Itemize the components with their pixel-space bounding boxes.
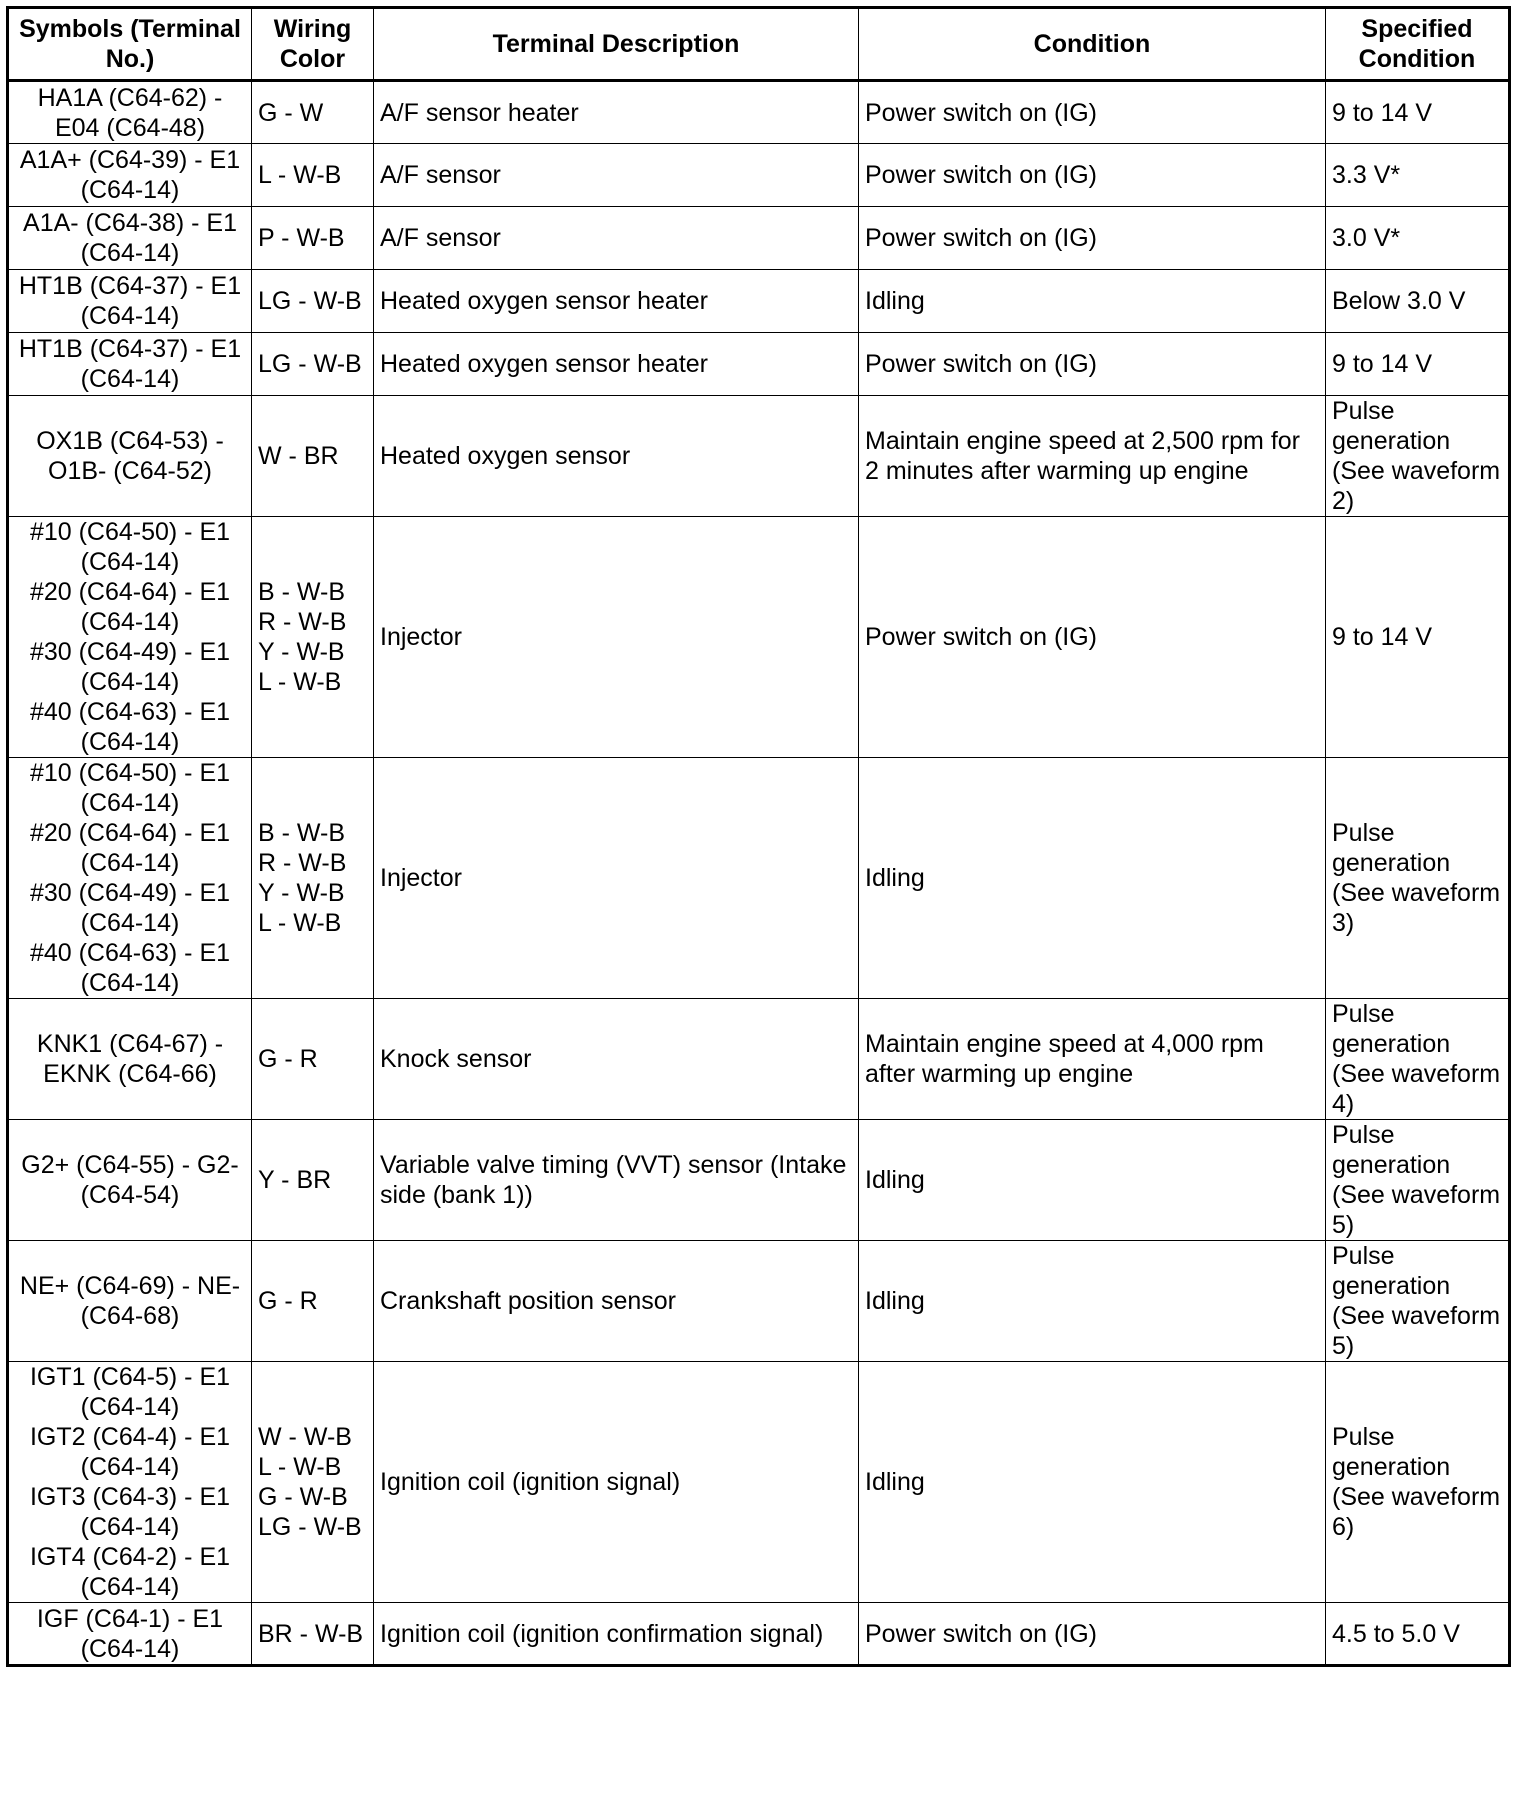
symbols-cell-line: #30 (C64-49) - E1 [29, 638, 231, 666]
condition-cell: Power switch on (IG) [859, 333, 1326, 396]
wiring-color-cell-line: R - W-B [258, 849, 347, 877]
wiring-color-cell [252, 270, 374, 333]
specified-condition-cell-line: 5) [1332, 1332, 1355, 1360]
table-row [8, 1362, 1510, 1603]
specified-condition-cell-line: (See waveform [1332, 1181, 1501, 1209]
table-row [8, 758, 1510, 999]
symbols-cell-line: (C64-14) [80, 969, 180, 997]
wiring-color-cell-line: L - W-B [258, 668, 342, 696]
specified-condition-cell [1326, 333, 1510, 396]
specified-condition-cell-line: (See waveform [1332, 457, 1501, 485]
symbols-cell-line: HT1B (C64-37) - E1 [18, 272, 242, 300]
table-row [8, 207, 1510, 270]
specified-condition-cell [1326, 999, 1510, 1120]
symbols-cell-line: (C64-14) [80, 239, 180, 267]
symbols-cell [8, 396, 252, 517]
specified-condition-cell-line: generation [1332, 849, 1451, 877]
wiring-color-cell-line: LG - W-B [258, 287, 362, 315]
specified-condition-cell [1326, 81, 1510, 144]
wiring-color-cell [252, 207, 374, 270]
wiring-color-cell-line: P - W-B [258, 224, 345, 252]
symbols-cell [8, 1603, 252, 1666]
condition-cell: Power switch on (IG) [859, 1603, 1326, 1666]
header-condition: Condition [859, 8, 1326, 81]
wiring-color-cell-line: R - W-B [258, 608, 347, 636]
symbols-cell [8, 1241, 252, 1362]
table-row [8, 270, 1510, 333]
symbols-cell-line: (C64-14) [80, 1513, 180, 1541]
condition-cell: Idling [859, 758, 1326, 999]
wiring-color-cell [252, 81, 374, 144]
wiring-color-cell-line: B - W-B [258, 819, 346, 847]
specified-condition-cell [1326, 207, 1510, 270]
terminal-description-cell: Injector [374, 758, 859, 999]
wiring-color-cell-line: G - W [258, 98, 324, 127]
table-row [8, 1120, 1510, 1241]
specified-condition-cell-line: 4) [1332, 1090, 1355, 1118]
symbols-cell-line: IGT1 (C64-5) - E1 [29, 1363, 231, 1391]
symbols-cell-line: (C64-14) [80, 1453, 180, 1481]
symbols-cell-line: #20 (C64-64) - E1 [29, 578, 231, 606]
condition-cell: Idling [859, 1362, 1326, 1603]
specified-condition-cell-line: Pulse [1332, 1242, 1395, 1270]
specified-condition-cell-line: generation [1332, 427, 1451, 455]
symbols-cell-line: E04 (C64-48) [54, 113, 206, 142]
specified-condition-cell-line: 9 to 14 V [1332, 350, 1433, 378]
table-row [8, 396, 1510, 517]
table-body [8, 81, 1510, 1666]
terminal-description-cell: A/F sensor [374, 207, 859, 270]
specified-condition-cell-line: generation [1332, 1030, 1451, 1058]
specified-condition-cell [1326, 758, 1510, 999]
wiring-color-cell-line: G - R [258, 1045, 318, 1073]
wiring-color-cell-line: L - W-B [258, 1453, 342, 1481]
wiring-color-cell-line: G - W-B [258, 1483, 348, 1511]
terminal-description-cell: Heated oxygen sensor [374, 396, 859, 517]
wiring-color-cell-line: LG - W-B [258, 1513, 362, 1541]
symbols-cell-line: #40 (C64-63) - E1 [29, 939, 231, 967]
symbols-cell-line: (C64-14) [80, 1634, 180, 1663]
specified-condition-cell [1326, 144, 1510, 207]
terminal-description-cell: Heated oxygen sensor heater [374, 333, 859, 396]
header-symbols: Symbols (Terminal No.) [8, 8, 252, 81]
table-row [8, 517, 1510, 758]
specified-condition-cell-line: (See waveform [1332, 1302, 1501, 1330]
specified-condition-cell [1326, 517, 1510, 758]
symbols-cell-line: KNK1 (C64-67) - [36, 1030, 224, 1058]
specified-condition-cell-line: Pulse [1332, 819, 1395, 847]
symbols-cell-line: IGF (C64-1) - E1 [36, 1604, 224, 1633]
symbols-cell-line: (C64-14) [80, 365, 180, 393]
wiring-color-cell-line: BR - W-B [258, 1619, 364, 1648]
symbols-cell-line: G2+ (C64-55) - G2- [21, 1151, 239, 1179]
specified-condition-cell-line: 3.3 V* [1332, 161, 1401, 189]
specified-condition-cell [1326, 270, 1510, 333]
wiring-color-cell-line: LG - W-B [258, 350, 362, 378]
symbols-cell [8, 81, 252, 144]
symbols-cell-line: (C64-14) [80, 909, 180, 937]
symbols-cell-line: OX1B (C64-53) - [36, 427, 224, 455]
terminal-description-cell: Knock sensor [374, 999, 859, 1120]
symbols-cell-line: O1B- (C64-52) [48, 457, 212, 485]
symbols-cell-line: (C64-14) [80, 849, 180, 877]
specified-condition-cell [1326, 1603, 1510, 1666]
symbols-cell-line: A1A- (C64-38) - E1 [23, 209, 237, 237]
symbols-cell-line: (C64-14) [80, 548, 180, 576]
table-row [8, 333, 1510, 396]
header-terminal-description: Terminal Description [374, 8, 859, 81]
symbols-cell-line: HT1B (C64-37) - E1 [18, 335, 242, 363]
wiring-color-cell-line: L - W-B [258, 909, 342, 937]
symbols-cell-line: (C64-14) [80, 789, 180, 817]
specified-condition-cell-line: 2) [1332, 487, 1355, 515]
specified-condition-cell-line: generation [1332, 1453, 1451, 1481]
symbols-cell-line: #20 (C64-64) - E1 [29, 819, 231, 847]
wiring-color-cell-line: G - R [258, 1287, 318, 1315]
wiring-color-cell [252, 333, 374, 396]
terminal-description-cell: A/F sensor heater [374, 81, 859, 144]
symbols-cell [8, 333, 252, 396]
symbols-cell-line: A1A+ (C64-39) - E1 [19, 146, 241, 174]
symbols-cell-line: HA1A (C64-62) - [37, 83, 223, 112]
table-row [8, 1241, 1510, 1362]
condition-cell: Maintain engine speed at 2,500 rpm for 2 minutes after warming up engine [859, 396, 1326, 517]
wiring-color-cell [252, 1362, 374, 1603]
condition-cell: Idling [859, 270, 1326, 333]
symbols-cell [8, 517, 252, 758]
symbols-cell [8, 999, 252, 1120]
specified-condition-cell-line: Pulse [1332, 397, 1395, 425]
specified-condition-cell [1326, 1362, 1510, 1603]
wiring-color-cell [252, 144, 374, 207]
terminal-description-cell: Crankshaft position sensor [374, 1241, 859, 1362]
wiring-color-cell-line: Y - BR [258, 1166, 332, 1194]
specified-condition-cell-line: (See waveform [1332, 1483, 1501, 1511]
condition-cell: Power switch on (IG) [859, 207, 1326, 270]
symbols-cell-line: (C64-14) [80, 1393, 180, 1421]
header-row [8, 8, 1510, 81]
specified-condition-cell-line: Pulse [1332, 1423, 1395, 1451]
specified-condition-cell-line: 4.5 to 5.0 V [1332, 1619, 1460, 1648]
specified-condition-cell-line: 5) [1332, 1211, 1355, 1239]
specified-condition-cell-line: (See waveform [1332, 1060, 1501, 1088]
wiring-color-cell [252, 1120, 374, 1241]
wiring-color-cell [252, 758, 374, 999]
specified-condition-cell-line: generation [1332, 1272, 1451, 1300]
terminal-description-cell: Variable valve timing (VVT) sensor (Intake side (bank 1)) [374, 1120, 859, 1241]
symbols-cell [8, 270, 252, 333]
specified-condition-cell-line: 9 to 14 V [1332, 623, 1433, 651]
table-row [8, 1603, 1510, 1666]
wiring-color-cell-line: W - W-B [258, 1423, 352, 1451]
symbols-cell-line: IGT4 (C64-2) - E1 [29, 1543, 231, 1571]
symbols-cell-line: #10 (C64-50) - E1 [29, 759, 231, 787]
symbols-cell-line: #40 (C64-63) - E1 [29, 698, 231, 726]
symbols-cell-line: (C64-14) [80, 728, 180, 756]
symbols-cell-line: IGT2 (C64-4) - E1 [29, 1423, 231, 1451]
wiring-color-cell-line: B - W-B [258, 578, 346, 606]
specified-condition-cell [1326, 1241, 1510, 1362]
condition-cell: Idling [859, 1120, 1326, 1241]
terminal-description-cell: Ignition coil (ignition signal) [374, 1362, 859, 1603]
header-specified-condition: Specified Condition [1326, 8, 1510, 81]
wiring-color-cell-line: W - BR [258, 442, 339, 470]
table-row [8, 81, 1510, 144]
specified-condition-cell [1326, 1120, 1510, 1241]
specified-condition-cell-line: Below 3.0 V [1332, 287, 1466, 315]
symbols-cell-line: #30 (C64-49) - E1 [29, 879, 231, 907]
symbols-cell-line: (C64-14) [80, 608, 180, 636]
wiring-color-cell [252, 396, 374, 517]
specified-condition-cell-line: 3) [1332, 909, 1355, 937]
symbols-cell-line: (C64-14) [80, 668, 180, 696]
symbols-cell [8, 1362, 252, 1603]
specified-condition-cell-line: (See waveform [1332, 879, 1501, 907]
specified-condition-cell-line: generation [1332, 1151, 1451, 1179]
wiring-color-cell-line: L - W-B [258, 161, 342, 189]
symbols-cell-line: (C64-68) [80, 1302, 180, 1330]
symbols-cell-line: (C64-14) [80, 176, 180, 204]
terminal-table [6, 6, 1511, 1667]
table-row [8, 999, 1510, 1120]
specified-condition-cell-line: 6) [1332, 1513, 1355, 1541]
terminal-description-cell: Injector [374, 517, 859, 758]
terminal-description-cell: Ignition coil (ignition confirmation signal) [374, 1603, 859, 1666]
symbols-cell-line: EKNK (C64-66) [43, 1060, 217, 1088]
wiring-color-cell-line: Y - W-B [258, 638, 345, 666]
header-wiring-color: Wiring Color [252, 8, 374, 81]
table-row [8, 144, 1510, 207]
specified-condition-cell-line: Pulse [1332, 1121, 1395, 1149]
specified-condition-cell-line: Pulse [1332, 1000, 1395, 1028]
symbols-cell-line: (C64-14) [80, 1573, 180, 1601]
wiring-color-cell [252, 1241, 374, 1362]
symbols-cell-line: IGT3 (C64-3) - E1 [29, 1483, 231, 1511]
terminal-description-cell: A/F sensor [374, 144, 859, 207]
condition-cell: Power switch on (IG) [859, 144, 1326, 207]
condition-cell: Idling [859, 1241, 1326, 1362]
condition-cell: Maintain engine speed at 4,000 rpm after warming up engine [859, 999, 1326, 1120]
terminal-table-container [6, 6, 1508, 1667]
condition-cell: Power switch on (IG) [859, 81, 1326, 144]
specified-condition-cell [1326, 396, 1510, 517]
wiring-color-cell-line: Y - W-B [258, 879, 345, 907]
condition-cell: Power switch on (IG) [859, 517, 1326, 758]
specified-condition-cell-line: 9 to 14 V [1332, 98, 1433, 127]
wiring-color-cell [252, 517, 374, 758]
symbols-cell [8, 1120, 252, 1241]
symbols-cell-line: (C64-54) [80, 1181, 180, 1209]
symbols-cell [8, 758, 252, 999]
specified-condition-cell-line: 3.0 V* [1332, 224, 1401, 252]
terminal-description-cell: Heated oxygen sensor heater [374, 270, 859, 333]
symbols-cell [8, 207, 252, 270]
symbols-cell-line: NE+ (C64-69) - NE- [19, 1272, 241, 1300]
wiring-color-cell [252, 1603, 374, 1666]
symbols-cell-line: #10 (C64-50) - E1 [29, 518, 231, 546]
symbols-cell [8, 144, 252, 207]
symbols-cell-line: (C64-14) [80, 302, 180, 330]
wiring-color-cell [252, 999, 374, 1120]
